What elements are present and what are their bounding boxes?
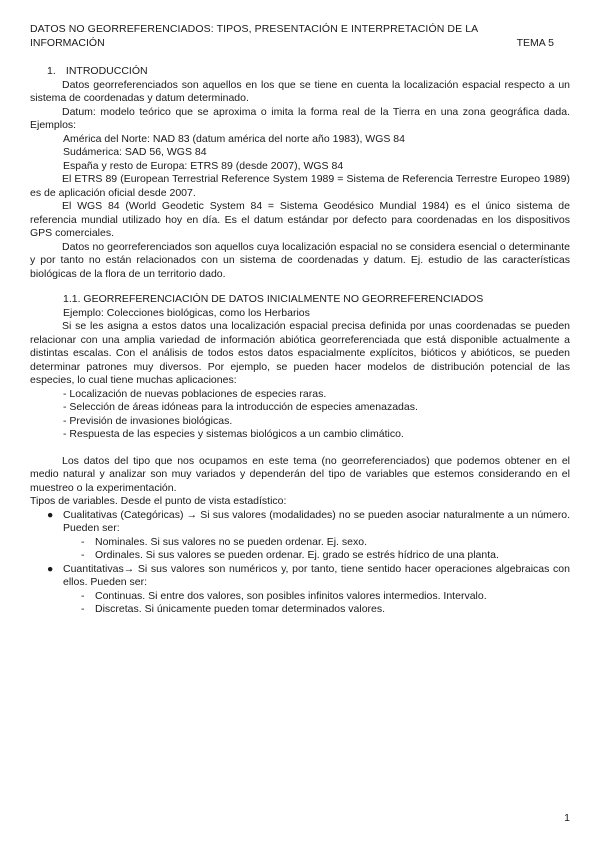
datum-example: España y resto de Europa: ETRS 89 (desde 2007), WGS 84: [63, 159, 344, 172]
document-body: [30, 65, 570, 617]
sub-list-item-text: Nominales. Si sus valores no se pueden ordenar. Ej. sexo.: [95, 535, 367, 548]
example-line: Ejemplo: Colecciones biológicas, como los Herbarios: [63, 306, 310, 319]
topic-label: TEMA 5: [516, 37, 554, 49]
bullet-icon: ●: [47, 508, 54, 521]
dash-icon: -: [81, 603, 85, 615]
sub-list: [30, 536, 570, 563]
sub-list-item: [30, 590, 570, 604]
section-title: INTRODUCCIÓN: [65, 65, 148, 77]
paragraph: Datos no georreferenciados son aquellos cuya localización espacial no se considera esencial o determinante y por tanto no están relacionados con un sistema de coordenadas y datum. Ej. estudio de las características biológicas de la flora de un territorio dado.: [30, 240, 570, 280]
paragraph: Si se les asigna a estos datos una localización espacial precisa definida por unas coordenadas se pueden relacionar con una amplia variedad de información abiótica georreferenciada que está disponible actualmente a distintas escalas. Con el análisis de todos estos datos espacialmente explícitos, bióticos y abióticos, se pueden determinar patrones muy diversos. Por ejemplo, se pueden hacer modelos de distribución potencial de las especies, lo cual tiene muchas aplicaciones:: [30, 320, 570, 386]
application-item: - Selección de áreas idóneas para la introducción de especies amenazadas.: [63, 401, 418, 413]
section-heading-introduccion: [47, 65, 570, 79]
sub-list-item-text: Continuas. Si entre dos valores, son posibles infinitos valores intermedios. Intervalo.: [95, 589, 487, 602]
list-item: [30, 509, 570, 536]
paragraph: El ETRS 89 (European Terrestrial Reference System 1989 = Sistema de Referencia Terrestre Europeo 1989) es de aplicación oficial desde 2007.: [30, 173, 570, 199]
sub-list-item-text: Ordinales. Si sus valores se pueden ordenar. Ej. grado se estrés hídrico de una planta.: [95, 549, 499, 561]
sub-list-item: [30, 536, 570, 550]
paragraph: Los datos del tipo que nos ocupamos en este tema (no georreferenciados) que podemos obtener en el medio natural y analizar son muy variados y dependerán del tipo de variables que estemos considerando en el muestreo o la experimentación.: [30, 454, 570, 494]
dash-icon: -: [81, 589, 85, 602]
dash-icon: -: [81, 535, 85, 548]
application-item: - Previsión de invasiones biológicas.: [63, 414, 233, 427]
dash-icon: -: [81, 549, 85, 561]
paragraph: Datum: modelo teórico que se aproxima o imita la forma real de la Tierra en una zona geográfica dada. Ejemplos:: [30, 105, 570, 131]
application-item: - Localización de nuevas poblaciones de especies raras.: [63, 387, 327, 400]
document-title: DATOS NO GEORREFERENCIADOS: TIPOS, PRESENTACIÓN E INTERPRETACIÓN DE LA: [30, 23, 479, 35]
list-item-text: Cualitativas (Categóricas) → Si sus valores (modalidades) no se pueden asociar naturalmente a un número. Pueden ser:: [63, 508, 570, 534]
paragraph: Datos georreferenciados son aquellos en los que se tiene en cuenta la localización espacial respecto a un sistema de coordenadas y datum determinado.: [30, 78, 570, 104]
sub-list-item: [30, 549, 570, 563]
sub-list: [30, 590, 570, 617]
datum-example: América del Norte: NAD 83 (datum américa del norte año 1983), WGS 84: [63, 132, 405, 145]
spacer: [30, 442, 570, 455]
sub-list-item-text: Discretas. Si únicamente pueden tomar determinados valores.: [95, 603, 386, 615]
list-item: [30, 563, 570, 590]
variable-types-list: [30, 509, 570, 536]
variable-types-list: [30, 563, 570, 590]
bullet-icon: ●: [47, 562, 54, 575]
subsection-heading: 1.1. GEORREFERENCIACIÓN DE DATOS INICIALMENTE NO GEORREFERENCIADOS: [63, 293, 484, 305]
datum-example: Sudámerica: SAD 56, WGS 84: [63, 146, 207, 158]
page-number: 1: [564, 812, 570, 824]
section-number: 1.: [47, 65, 56, 77]
paragraph: El WGS 84 (World Geodetic System 84 = Sistema Geodésico Mundial 1984) es el único sistema de referencia mundial utilizado hoy en día. Es el datum estándar por defecto para coordenadas en los dispositivos GPS comerciales.: [30, 200, 570, 239]
document-title-continued: INFORMACIÓN: [30, 37, 105, 49]
variable-types-intro: Tipos de variables. Desde el punto de vista estadístico:: [30, 495, 287, 507]
list-item-text: Cuantitativas→ Si sus valores son numéricos y, por tanto, tiene sentido hacer operaciones algebraicas con ellos. Pueden ser:: [63, 562, 570, 588]
application-item: - Respuesta de las especies y sistemas biológicos a un cambio climático.: [63, 428, 404, 440]
sub-list-item: [30, 603, 570, 617]
